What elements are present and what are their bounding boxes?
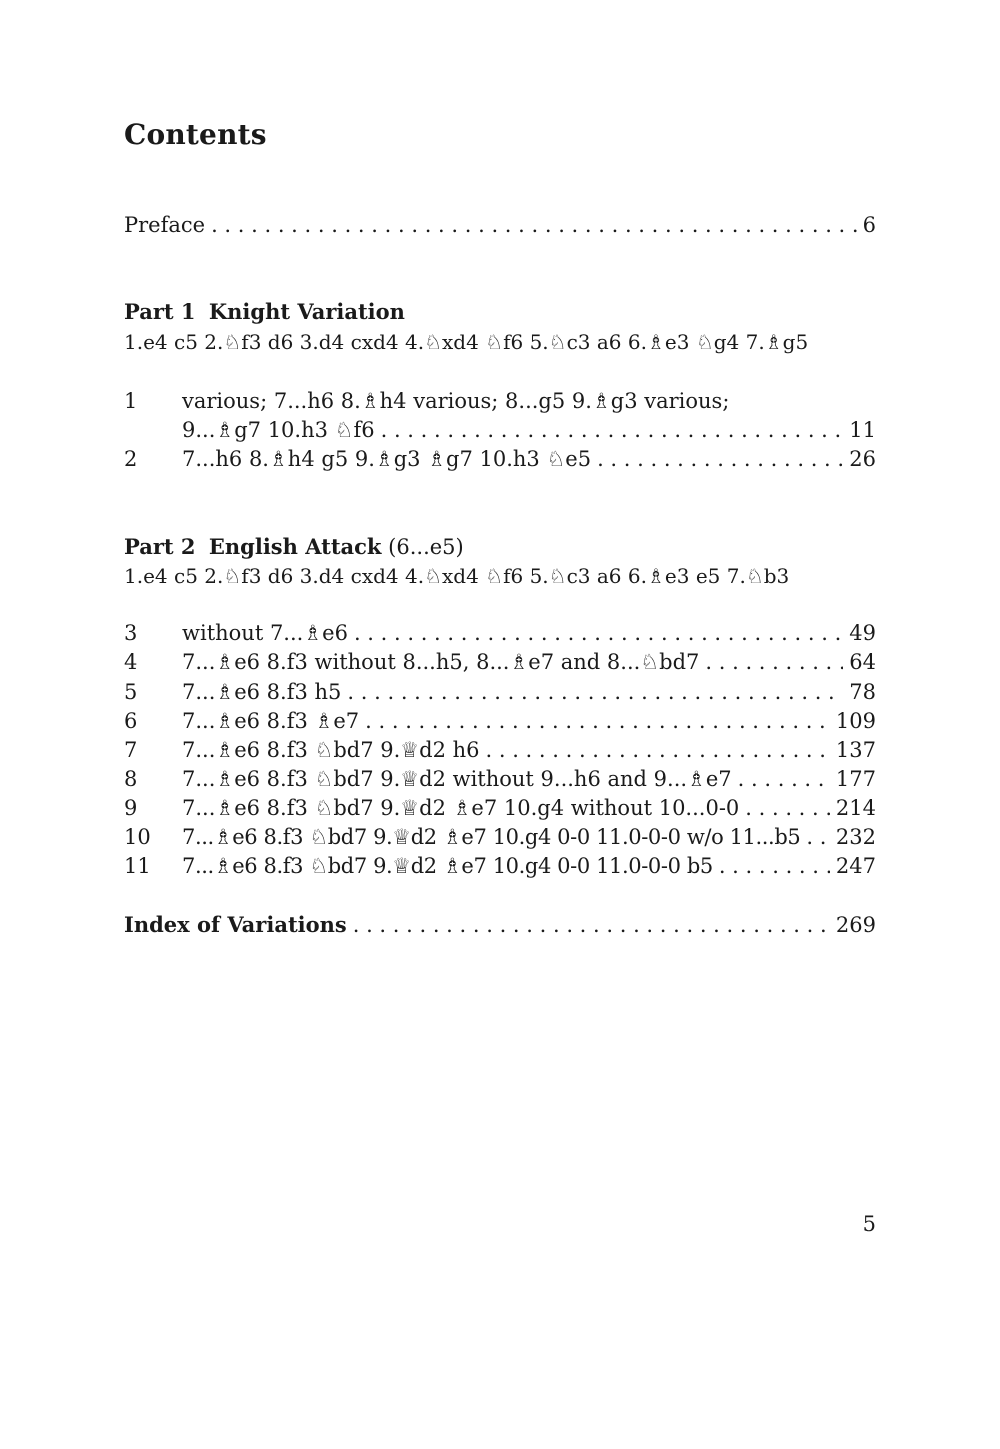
part-1-number: Part 1	[124, 299, 196, 324]
leader-dots	[354, 619, 843, 648]
chapter-page-number: 11	[849, 418, 876, 442]
toc-label: Preface	[124, 213, 206, 237]
chapter-text: 7...♗e6 8.f3 ♘bd7 9.♕d2 without 9...h6 and 9...♗e7	[182, 767, 732, 791]
chapter-text: 7...♗e6 8.f3 ♘bd7 9.♕d2 h6	[182, 738, 480, 762]
page-number: 5	[862, 1212, 876, 1236]
leader-dots	[597, 445, 843, 474]
chapter-text: 7...♗e6 8.f3 without 8...h5, 8...♗e7 and 8...♘bd7	[182, 650, 700, 674]
toc-page-number: 269	[835, 913, 876, 937]
part-1-name: Knight Variation	[208, 299, 405, 324]
chapter-text: 7...♗e6 8.f3 ♗e7	[182, 709, 360, 733]
chapter-text: various; 7...h6 8.♗h4 various; 8...g5 9.♗g3 various;	[182, 389, 730, 413]
leader-dots	[353, 911, 830, 939]
part-1-title	[124, 298, 405, 326]
chapter-page-number: 214	[835, 796, 876, 820]
chapter-text: 7...♗e6 8.f3 ♘bd7 9.♕d2 ♗e7 10.g4 0-0 11.0-0-0 b5	[182, 854, 713, 878]
chapter-text-continued: 9...♗g7 10.h3 ♘f6	[182, 418, 375, 442]
leader-dots	[365, 707, 830, 736]
toc-entry-preface[interactable]	[124, 211, 876, 239]
part-2-moves: 1.e4 c5 2.♘f3 d6 3.d4 cxd4 4.♘xd4 ♘f6 5.♘c3 a6 6.♗e3 e5 7.♘b3	[124, 564, 790, 588]
chapter-number: 6	[124, 709, 138, 733]
chapter-page-number: 64	[849, 650, 876, 674]
chapter-page-number: 49	[849, 621, 876, 645]
chapter-page-number: 177	[835, 767, 876, 791]
page-title: Contents	[124, 118, 267, 151]
chapter-number: 10	[124, 825, 151, 849]
leader-dots	[745, 794, 830, 823]
chapter-number: 3	[124, 621, 138, 645]
chapter-number: 1	[124, 389, 138, 413]
leader-dots	[347, 678, 843, 707]
toc-label: Index of Variations	[124, 912, 347, 937]
chapter-number: 7	[124, 738, 138, 762]
leader-dots	[806, 823, 830, 852]
leader-dots	[211, 211, 857, 239]
toc-page-number: 6	[862, 213, 876, 237]
chapter-number: 9	[124, 796, 138, 820]
part-2-name: English Attack	[208, 534, 382, 559]
chapter-page-number: 232	[835, 825, 876, 849]
leader-dots	[719, 852, 830, 881]
part-1-moves: 1.e4 c5 2.♘f3 d6 3.d4 cxd4 4.♘xd4 ♘f6 5.♘c3 a6 6.♗e3 ♘g4 7.♗g5	[124, 330, 809, 354]
chapter-text: 7...♗e6 8.f3 h5	[182, 680, 342, 704]
part-2-number: Part 2	[124, 534, 196, 559]
chapter-text: without 7...♗e6	[182, 621, 348, 645]
chapter-page-number: 247	[835, 854, 876, 878]
part-2-subtitle: (6...e5)	[388, 535, 464, 559]
chapter-text: 7...h6 8.♗h4 g5 9.♗g3 ♗g7 10.h3 ♘e5	[182, 447, 592, 471]
chapter-number: 11	[124, 854, 151, 878]
leader-dots	[738, 765, 830, 794]
leader-dots	[705, 648, 843, 677]
leader-dots	[381, 416, 844, 445]
part-2-title	[124, 533, 464, 561]
chapter-page-number: 109	[835, 709, 876, 733]
chapter-page-number: 78	[849, 680, 876, 704]
chapter-text: 7...♗e6 8.f3 ♘bd7 9.♕d2 ♗e7 10.g4 without 10...0-0	[182, 796, 740, 820]
toc-entry-index[interactable]	[124, 911, 876, 939]
chapter-number: 8	[124, 767, 138, 791]
contents-page	[124, 0, 876, 1449]
chapter-number: 2	[124, 447, 138, 471]
chapter-page-number: 26	[849, 447, 876, 471]
chapter-number: 5	[124, 680, 138, 704]
chapter-page-number: 137	[835, 738, 876, 762]
leader-dots	[486, 736, 830, 765]
chapter-number: 4	[124, 650, 138, 674]
chapter-text: 7...♗e6 8.f3 ♘bd7 9.♕d2 ♗e7 10.g4 0-0 11.0-0-0 w/o 11...b5	[182, 825, 801, 849]
